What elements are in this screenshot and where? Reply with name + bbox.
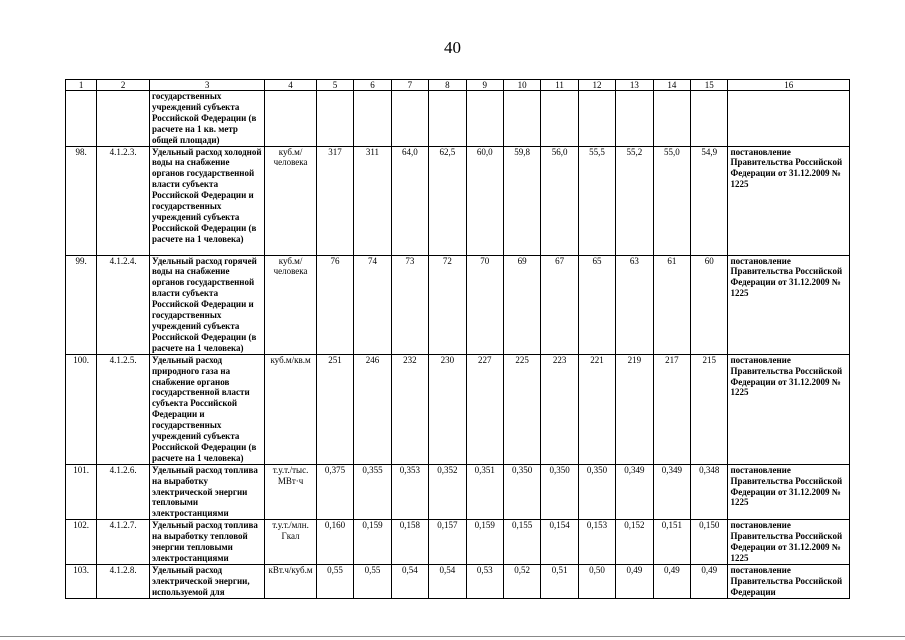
value-cell: 54,9 — [691, 146, 728, 255]
value-cell: 215 — [691, 354, 728, 464]
unit: куб.м/ человека — [265, 146, 317, 255]
value-cell — [653, 91, 690, 147]
unit — [265, 91, 317, 147]
value-cell: 0,353 — [391, 464, 428, 520]
value-cell: 0,55 — [316, 564, 353, 598]
table-row — [66, 91, 850, 147]
value-cell: 0,152 — [616, 520, 653, 565]
row-number: 100. — [66, 354, 97, 464]
value-cell: 0,158 — [391, 520, 428, 565]
value-cell: 72 — [429, 255, 466, 354]
indicator-name: Удельный расход природного газа на снабжение органов государственной власти субъекта Российской Федерации и государственных учреждений субъекта Российской Федерации (в расчете на 1 человека) — [149, 354, 264, 464]
value-cell: 0,54 — [391, 564, 428, 598]
column-number: 10 — [503, 80, 540, 91]
indicator-name: Удельный расход топлива на выработку тепловой энергии тепловыми электростанциями — [149, 520, 264, 565]
value-cell: 0,159 — [466, 520, 503, 565]
value-cell: 0,348 — [691, 464, 728, 520]
value-cell: 0,151 — [653, 520, 690, 565]
value-cell: 0,160 — [316, 520, 353, 565]
value-cell: 223 — [541, 354, 578, 464]
column-number: 15 — [691, 80, 728, 91]
column-number: 16 — [728, 80, 850, 91]
indicator-name: Удельный расход топлива на выработку электрической энергии тепловыми электростанциями — [149, 464, 264, 520]
page-number: 40 — [444, 38, 461, 57]
column-number: 2 — [97, 80, 150, 91]
row-number: 102. — [66, 520, 97, 565]
value-cell — [503, 91, 540, 147]
unit: т.у.т./тыс. МВт·ч — [265, 464, 317, 520]
value-cell: 0,150 — [691, 520, 728, 565]
indicator-name: Удельный расход горячей воды на снабжение органов государственной власти субъекта Российской Федерации и государственных учреждений субъекта Российской Федерации (в расчете на 1 человека) — [149, 255, 264, 354]
page-bottom-edge — [0, 636, 905, 637]
value-cell: 55,5 — [578, 146, 615, 255]
table-row — [66, 564, 850, 598]
value-cell: 217 — [653, 354, 690, 464]
source-reference — [728, 91, 850, 147]
value-cell: 0,159 — [354, 520, 391, 565]
value-cell: 0,49 — [616, 564, 653, 598]
column-number: 13 — [616, 80, 653, 91]
value-cell — [616, 91, 653, 147]
value-cell — [578, 91, 615, 147]
value-cell: 60,0 — [466, 146, 503, 255]
row-number — [66, 91, 97, 147]
source-reference: постановление Правительства Российской Федерации от 31.12.2009 № 1225 — [728, 354, 850, 464]
value-cell: 59,8 — [503, 146, 540, 255]
value-cell: 55,0 — [653, 146, 690, 255]
value-cell: 0,154 — [541, 520, 578, 565]
value-cell: 0,352 — [429, 464, 466, 520]
indicator-name: государственных учреждений субъекта Российской Федерации (в расчете на 1 кв. метр общей площади) — [149, 91, 264, 147]
value-cell: 69 — [503, 255, 540, 354]
table-row — [66, 520, 850, 565]
source-reference: постановление Правительства Российской Федерации от 31.12.2009 № 1225 — [728, 146, 850, 255]
value-cell: 227 — [466, 354, 503, 464]
value-cell: 55,2 — [616, 146, 653, 255]
value-cell: 0,351 — [466, 464, 503, 520]
value-cell: 0,355 — [354, 464, 391, 520]
table-row — [66, 464, 850, 520]
value-cell: 311 — [354, 146, 391, 255]
column-number: 7 — [391, 80, 428, 91]
value-cell — [691, 91, 728, 147]
column-number: 1 — [66, 80, 97, 91]
column-number: 8 — [429, 80, 466, 91]
value-cell: 317 — [316, 146, 353, 255]
table-row — [66, 146, 850, 255]
row-code: 4.1.2.8. — [97, 564, 150, 598]
value-cell — [316, 91, 353, 147]
source-reference: постановление Правительства Российской Федерации — [728, 564, 850, 598]
indicator-name: Удельный расход холодной воды на снабжение органов государственной власти субъекта Российской Федерации и государственных учреждений субъекта Российской Федерации (в расчете на 1 человека) — [149, 146, 264, 255]
value-cell: 219 — [616, 354, 653, 464]
column-number: 11 — [541, 80, 578, 91]
row-number: 98. — [66, 146, 97, 255]
value-cell: 61 — [653, 255, 690, 354]
value-cell: 0,375 — [316, 464, 353, 520]
value-cell: 251 — [316, 354, 353, 464]
value-cell: 0,51 — [541, 564, 578, 598]
column-number: 3 — [149, 80, 264, 91]
value-cell: 0,50 — [578, 564, 615, 598]
value-cell: 0,49 — [653, 564, 690, 598]
value-cell — [541, 91, 578, 147]
value-cell: 0,53 — [466, 564, 503, 598]
value-cell: 0,350 — [541, 464, 578, 520]
column-number: 9 — [466, 80, 503, 91]
row-code: 4.1.2.4. — [97, 255, 150, 354]
value-cell: 230 — [429, 354, 466, 464]
row-code: 4.1.2.6. — [97, 464, 150, 520]
unit: кВт.ч/куб.м — [265, 564, 317, 598]
value-cell: 221 — [578, 354, 615, 464]
value-cell: 0,349 — [653, 464, 690, 520]
value-cell: 76 — [316, 255, 353, 354]
value-cell: 70 — [466, 255, 503, 354]
indicators-table — [65, 79, 850, 599]
value-cell: 73 — [391, 255, 428, 354]
value-cell: 74 — [354, 255, 391, 354]
unit: куб.м/кв.м — [265, 354, 317, 464]
value-cell: 60 — [691, 255, 728, 354]
value-cell: 246 — [354, 354, 391, 464]
row-code: 4.1.2.3. — [97, 146, 150, 255]
row-number: 101. — [66, 464, 97, 520]
column-number: 14 — [653, 80, 690, 91]
value-cell: 0,155 — [503, 520, 540, 565]
row-number: 103. — [66, 564, 97, 598]
value-cell: 65 — [578, 255, 615, 354]
source-reference: постановление Правительства Российской Федерации от 31.12.2009 № 1225 — [728, 255, 850, 354]
unit: т.у.т./млн. Гкал — [265, 520, 317, 565]
value-cell — [429, 91, 466, 147]
value-cell — [466, 91, 503, 147]
column-number: 6 — [354, 80, 391, 91]
value-cell: 63 — [616, 255, 653, 354]
value-cell: 0,153 — [578, 520, 615, 565]
value-cell: 0,54 — [429, 564, 466, 598]
value-cell: 0,350 — [578, 464, 615, 520]
unit: куб.м/ человека — [265, 255, 317, 354]
value-cell: 0,157 — [429, 520, 466, 565]
value-cell — [354, 91, 391, 147]
source-reference: постановление Правительства Российской Федерации от 31.12.2009 № 1225 — [728, 520, 850, 565]
row-code: 4.1.2.7. — [97, 520, 150, 565]
value-cell: 67 — [541, 255, 578, 354]
value-cell: 225 — [503, 354, 540, 464]
value-cell — [391, 91, 428, 147]
row-code: 4.1.2.5. — [97, 354, 150, 464]
column-number-row — [66, 80, 850, 91]
value-cell: 0,349 — [616, 464, 653, 520]
value-cell: 0,52 — [503, 564, 540, 598]
value-cell: 0,55 — [354, 564, 391, 598]
row-number: 99. — [66, 255, 97, 354]
value-cell: 0,350 — [503, 464, 540, 520]
value-cell: 0,49 — [691, 564, 728, 598]
row-code — [97, 91, 150, 147]
table-row — [66, 354, 850, 464]
table-row — [66, 255, 850, 354]
column-number: 4 — [265, 80, 317, 91]
column-number: 5 — [316, 80, 353, 91]
source-reference: постановление Правительства Российской Федерации от 31.12.2009 № 1225 — [728, 464, 850, 520]
value-cell: 62,5 — [429, 146, 466, 255]
value-cell: 56,0 — [541, 146, 578, 255]
value-cell: 64,0 — [391, 146, 428, 255]
column-number: 12 — [578, 80, 615, 91]
value-cell: 232 — [391, 354, 428, 464]
indicator-name: Удельный расход электрической энергии, используемой для — [149, 564, 264, 598]
